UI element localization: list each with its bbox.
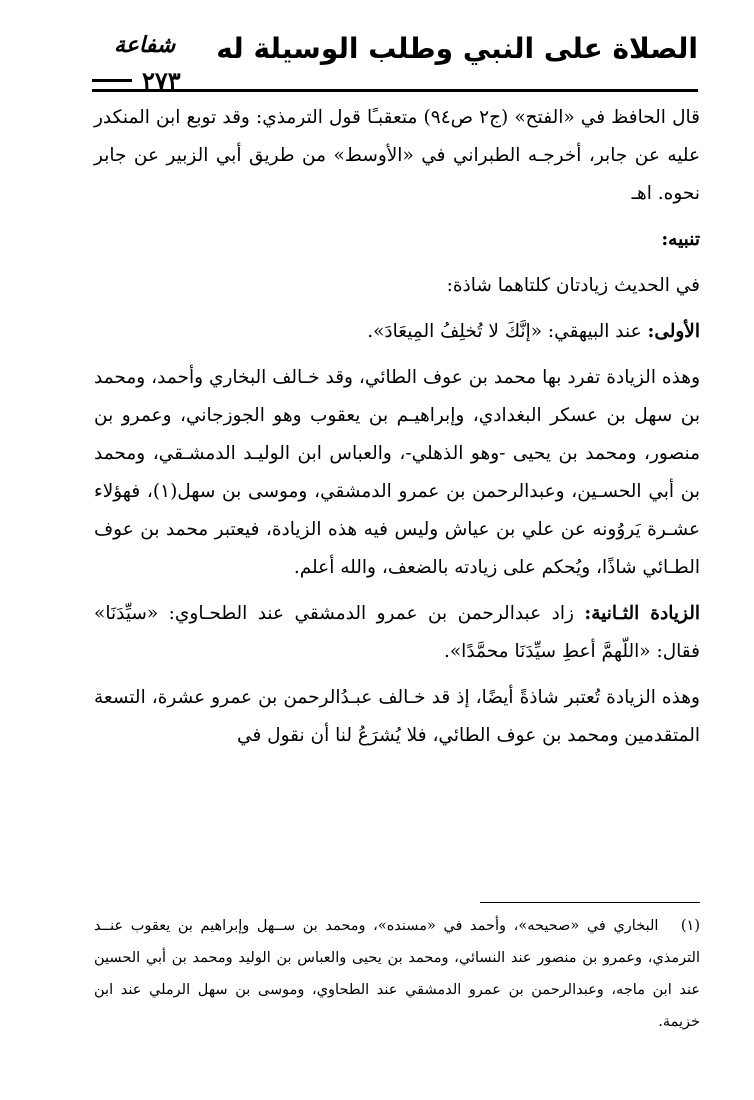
header-rule — [92, 89, 698, 92]
running-title: الصلاة على النبي وطلب الوسيلة له — [216, 32, 698, 65]
first-addition-text: عند البيهقي: «إنَّكَ لا تُخلِفُ المِيعَادَ». — [367, 321, 648, 342]
second-addition-label: الزيادة الثـانية: — [584, 603, 700, 624]
paragraph-first-addition-analysis: وهذه الزيادة تفرد بها محمد بن عوف الطائي، وقد خـالف البخاري وأحمد، ومحمد بن سهل بن عسكر البغدادي، وإبراهيـم بن يعقوب وهو الجوزجاني، وعمرو بن منصور، ومحمد بن يحيى -وهو الذهلي-، والعباس ابن الوليـد الدمشـقي، ومحمد بن أبي الحسـين، وعبدالرحمن بن عمرو الدمشقي، وموسى بن سهل(١)، فهؤلاء عشـرة يَروُونه عن علي بن عياش وليس فيه هذه الزيادة، فيعتبر محمد بن عوف الطـائي شاذًا، ويُحكم على زيادته بالضعف، والله أعلم. — [94, 367, 700, 578]
first-addition-label: الأولى: — [647, 321, 700, 342]
paragraph-fath-quote: قال الحافظ في «الفتح» (ج٢ ص٩٤) متعقبـًا قول الترمذي: وقد توبع ابن المنكدر عليه عن جابر، أخرجـه الطبراني في «الأوسط» من طريق أبي الزبير عن جابر نحوه. اهـ — [94, 107, 700, 204]
paragraph-two-additions: في الحديث زيادتان كلتاهما شاذة: — [446, 275, 700, 296]
heading-tanbih: تنبيه: — [661, 229, 700, 250]
second-addition-text: زاد عبدالرحمن بن عمرو الدمشقي عند الطحـاوي: «سيِّدَنَا» فقال: «اللّهمَّ أعطِ سيِّدَنَا محمَّدًا». — [94, 603, 700, 662]
main-text — [94, 99, 700, 763]
header-rule-left — [92, 79, 132, 82]
footnote-text: البخاري في «صحيحه»، وأحمد في «مسنده»، ومحمد بن ســهل وإبراهيم بن يعقوب عنــد الترمذي، وعمرو بن منصور عند النسائي، ومحمد بن يحيى والعباس بن الوليد ومحمد بن أبي الحسين عند ابن ماجه، وعبدالرحمن بن عمرو الدمشقي عند الطحاوي، وموسى بن سهل الرملي عند ابن خزيمة. — [94, 918, 700, 1030]
footnote-separator — [480, 902, 700, 903]
footnote-item — [94, 910, 700, 1038]
page-number: ٢٧٣ — [142, 66, 181, 95]
paragraph-second-addition — [94, 595, 700, 671]
footnote-number: (١) — [680, 918, 700, 934]
paragraph-first-addition — [94, 313, 700, 351]
paragraph-second-addition-analysis: وهذه الزيادة تُعتبر شاذةً أيضًا، إذ قد خـالف عبـدُالرحمن بن عمرو عشرة، التسعة المتقدمين ومحمد بن عوف الطائي، فلا يُشرَعُ لنا أن نقول في — [94, 687, 700, 746]
footnotes — [94, 910, 700, 1038]
page-header — [92, 30, 698, 95]
header-signature: شفاعة — [114, 32, 176, 58]
